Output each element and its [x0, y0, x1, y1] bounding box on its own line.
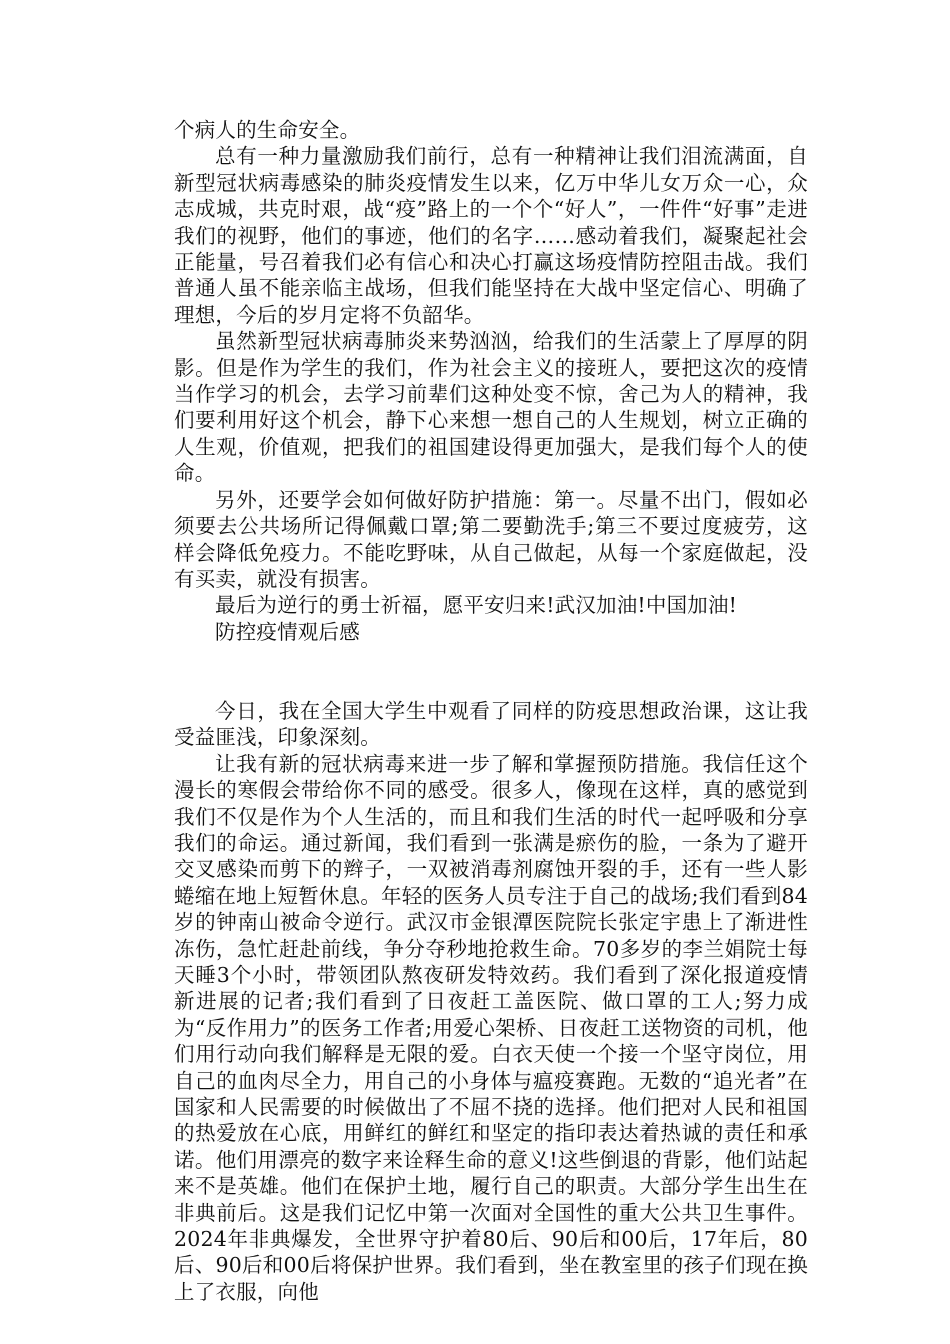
paragraph-blessing: 最后为逆行的勇士祈福，愿平安归来!武汉加油!中国加油! — [215, 593, 738, 618]
paragraph-main-reflection: 让我有新的冠状病毒来进一步了解和掌握预防措施。我信任这个漫长的寒假会带给你不同的感受。很多人，像现在这样，真的感觉到我们不仅是作为个人生活的，而且和我们生活的时代一起呼吸和分享我们的命运。通过新闻，我们看到一张满是瘀伤的脸，一条为了避开交叉感染而剪下的辫子，一双被消毒剂腐蚀开裂的手，还有一些人影蜷缩在地上短暂休息。年轻的医务人员专注于自己的战场;我们看到84岁的钟南山被命令逆行。武汉市金银潭医院院长张定宇患上了渐进性冻伤，急忙赶赴前线，争分夺秒地抢救生命。70多岁的李兰娟院士每天睡3个小时，带领团队熬夜研发特效药。我们看到了深化报道疫情新进展的记者;我们看到了日夜赶工盖医院、做口罩的工人;努力成为“反作用力”的医务工作者;用爱心架桥、日夜赶工送物资的司机，他们用行动向我们解释是无限的爱。白衣天使一个接一个坚守岗位，用自己的血肉尽全力，用自己的小身体与瘟疫赛跑。无数的“追光者”在国家和人民需要的时候做出了不屈不挠的选择。他们把对人民和祖国的热爱放在心底，用鲜红的鲜红和坚定的指印表达着热诚的责任和承诺。他们用漂亮的数字来诠释生命的意义!这些倒退的背影，他们站起来不是英雄。他们在保护土地，履行自己的职责。大部分学生出生在非典前后。这是我们记忆中第一次面对全国性的重大公共卫生事件。2024年非典爆发，全世界守护着80后、90后和00后，17年后，80后、90后和00后将保护世界。我们看到，坐在教室里的孩子们现在换上了衣服，向他 — [174, 751, 808, 1304]
paragraph-students-mission: 虽然新型冠状病毒肺炎来势汹汹，给我们的生活蒙上了厚厚的阴影。但是作为学生的我们，作为社会主义的接班人，要把这次的疫情当作学习的机会，去学习前辈们这种处变不惊，舍己为人的精神，我们要利用好这个机会，静下心来想一想自己的人生规划，树立正确的人生观，价值观，把我们的祖国建设得更加强大，是我们每个人的使命。 — [174, 329, 808, 486]
document-body — [174, 117, 808, 1305]
paragraph-gap — [174, 645, 808, 698]
paragraph-continuation: 个病人的生命安全。 — [174, 118, 361, 142]
paragraph-inspiration: 总有一种力量激励我们前行，总有一种精神让我们泪流满面，自新型冠状病毒感染的肺炎疫情发生以来，亿万中华儿女万众一心，众志成城，共克时艰，战“疫”路上的一个个“好人”，一件件“好事”走进我们的视野，他们的事迹，他们的名字……感动着我们，凝聚起社会正能量，号召着我们必有信心和决心打赢这场疫情防控阻击战。我们普通人虽不能亲临主战场，但我们能坚持在大战中坚定信心、明确了理想，今后的岁月定将不负韶华。 — [174, 144, 808, 327]
section-title: 防控疫情观后感 — [215, 619, 360, 644]
paragraph-intro: 今日，我在全国大学生中观看了同样的防疫思想政治课，这让我受益匪浅，印象深刻。 — [174, 698, 808, 750]
paragraph-protection-measures: 另外，还要学会如何做好防护措施：第一。尽量不出门，假如必须要去公共场所记得佩戴口罩;第二要勤洗手;第三不要过度疲劳，这样会降低免疫力。不能吃野味，从自己做起，从每一个家庭做起，没有买卖，就没有损害。 — [174, 487, 808, 591]
